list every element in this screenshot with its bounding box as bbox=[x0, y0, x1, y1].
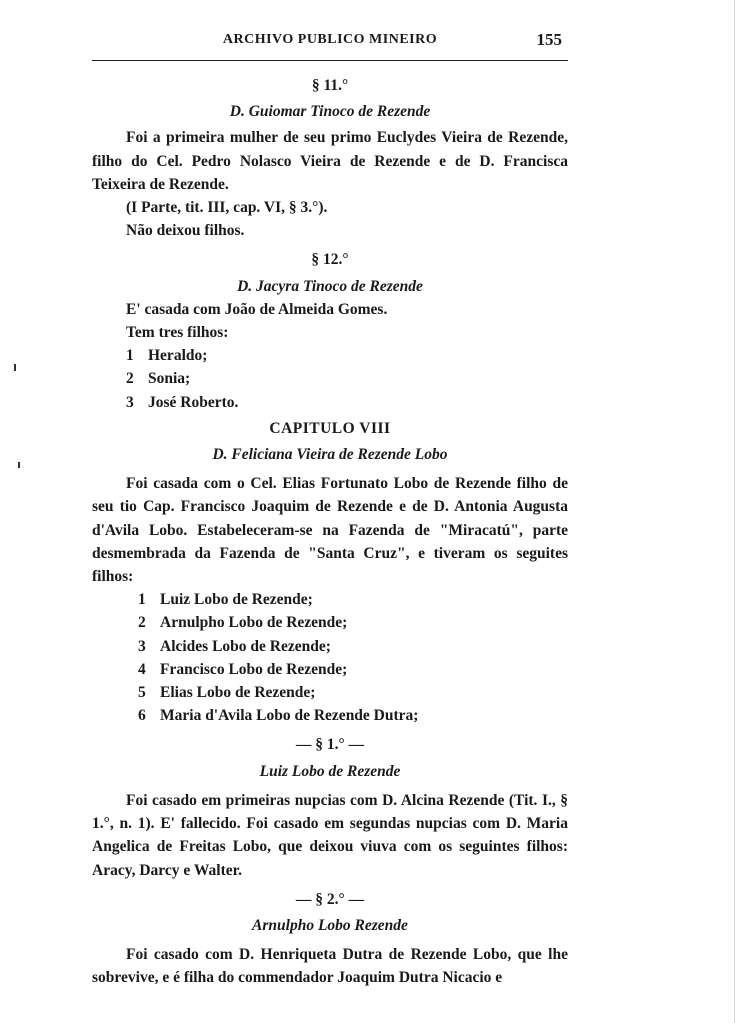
running-title: ARCHIVO PUBLICO MINEIRO bbox=[222, 32, 438, 47]
chapter-paragraph: Foi casada com o Cel. Elias Fortunato Lobo de Rezende filho de seu tio Cap. Francisco Joaquim de Rezende e de D. Antonia Augusta d'Avila Lobo. Estabeleceram-se na Fazenda de "Miracatú", parte desmembrada da Fazenda de "Santa Cruz", e tiveram os seguites filhos: bbox=[92, 475, 568, 586]
subsection-1-heading: — § 1.° — bbox=[295, 736, 365, 754]
list-item-name: Maria d'Avila Lobo de Rezende Dutra; bbox=[160, 707, 419, 725]
scan-mark bbox=[14, 364, 16, 371]
section-12-heading: § 12.° bbox=[311, 251, 349, 269]
page-number: 155 bbox=[536, 30, 562, 49]
list-item-number: 1 bbox=[126, 347, 134, 365]
page-body bbox=[92, 74, 568, 990]
list-item bbox=[138, 611, 568, 634]
list-item bbox=[138, 658, 568, 681]
chapter-title: CAPITULO VIII bbox=[269, 419, 391, 437]
list-item-number: 6 bbox=[138, 707, 146, 725]
list-item bbox=[138, 704, 568, 727]
scan-mark bbox=[18, 462, 20, 468]
section-11-heading: § 11.° bbox=[311, 77, 349, 94]
list-item-name: Francisco Lobo de Rezende; bbox=[160, 660, 348, 678]
subsection-2-paragraph: Foi casado com D. Henriqueta Dutra de Rezende Lobo, que lhe sobrevive, e é filha do commendador Joaquim Dutra Nicacio e bbox=[92, 946, 568, 987]
list-item-name: Heraldo; bbox=[148, 347, 208, 365]
subsection-1-paragraph: Foi casado em primeiras nupcias com D. Alcina Rezende (Tit. I., § 1.°, n. 1). E' fallecido. Foi casado em segundas nupcias com D. Maria Angelica de Freitas Lobo, que deixou viuva com os seguintes filhos: Aracy, Darcy e Walter. bbox=[92, 791, 568, 879]
subsection-2-name: Arnulpho Lobo Rezende bbox=[252, 916, 408, 934]
list-item-number: 3 bbox=[126, 393, 134, 411]
section-11-name: D. Guiomar Tinoco de Rezende bbox=[229, 103, 431, 121]
list-item-name: Sonia; bbox=[148, 370, 191, 388]
list-item bbox=[138, 635, 568, 658]
list-item-number: 5 bbox=[138, 684, 146, 702]
list-item-number: 3 bbox=[138, 637, 146, 655]
section-12-children-intro: Tem tres filhos: bbox=[126, 324, 229, 342]
list-item-name: José Roberto. bbox=[148, 393, 239, 411]
list-item-number: 4 bbox=[138, 660, 146, 678]
subsection-1-name: Luiz Lobo de Rezende bbox=[259, 762, 401, 780]
chapter-name: D. Feliciana Vieira de Rezende Lobo bbox=[212, 446, 448, 464]
section-11-note: Não deixou filhos. bbox=[126, 222, 245, 240]
list-item-number: 2 bbox=[138, 614, 146, 632]
list-item bbox=[126, 367, 568, 390]
list-item-number: 2 bbox=[126, 370, 134, 388]
section-12-name: D. Jacyra Tinoco de Rezende bbox=[237, 277, 423, 295]
list-item bbox=[138, 588, 568, 611]
section-11-paragraph: Foi a primeira mulher de seu primo Euclydes Vieira de Rezende, filho do Cel. Pedro Nolasco Vieira de Rezende e de D. Francisca Teixeira de Rezende. bbox=[92, 129, 568, 193]
list-item-name: Luiz Lobo de Rezende; bbox=[160, 591, 313, 609]
list-item bbox=[138, 681, 568, 704]
scan-edge-line bbox=[734, 0, 735, 1023]
list-item bbox=[126, 344, 568, 367]
chapter-children-list bbox=[92, 588, 568, 727]
list-item-name: Elias Lobo de Rezende; bbox=[160, 684, 316, 702]
subsection-2-heading: — § 2.° — bbox=[295, 890, 365, 908]
list-item-name: Alcides Lobo de Rezende; bbox=[160, 637, 331, 655]
list-item-number: 1 bbox=[138, 591, 146, 609]
section-12-married: E' casada com João de Almeida Gomes. bbox=[126, 300, 388, 318]
section-12-children-list bbox=[92, 344, 568, 414]
section-11-reference: (I Parte, tit. III, cap. VI, § 3.°). bbox=[126, 199, 328, 217]
list-item-name: Arnulpho Lobo de Rezende; bbox=[160, 614, 348, 632]
page-header bbox=[92, 26, 568, 61]
list-item bbox=[126, 391, 568, 414]
